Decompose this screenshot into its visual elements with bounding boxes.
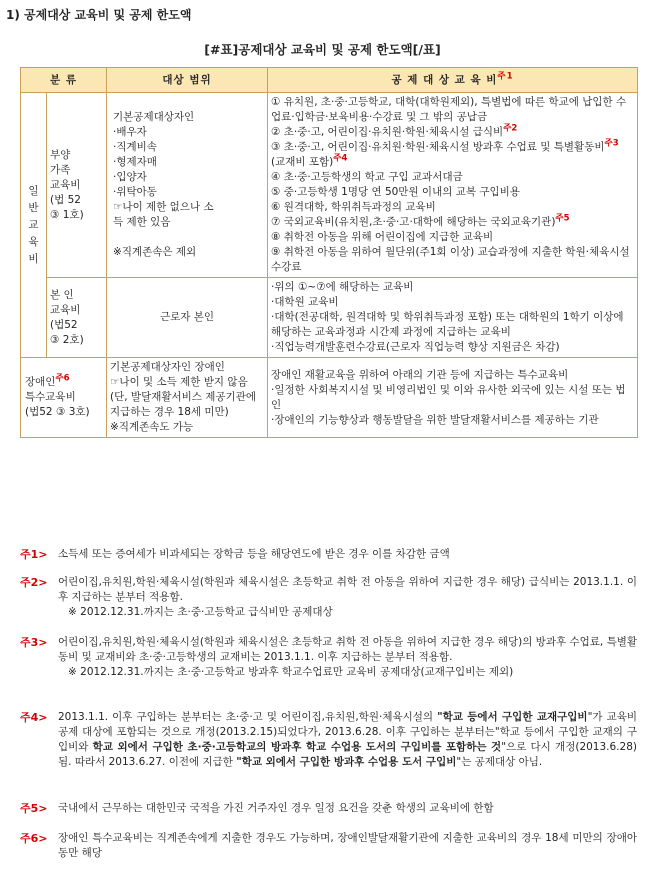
- footnote-body: [58, 575, 637, 620]
- footnote-bold: "학교 등에서 구입한 교재구입비: [437, 711, 588, 723]
- item-text: ③ 초·중·고, 어린이집·유치원·학원·체육시설 방과후 수업료 및 특별활동비: [271, 141, 605, 153]
- group-char: 육: [28, 235, 39, 248]
- footnote-extra: ※ 2012.12.31.까지는 초·중·고등학교 급식비만 공제대상: [68, 606, 333, 618]
- label-line: (법52: [50, 318, 78, 331]
- disabled-label: 장애인$^{주6}$ 특수교육비 (법52 ③ 3호): [21, 358, 107, 438]
- dependent-label: [47, 93, 107, 278]
- footnote: [20, 547, 637, 562]
- footnote-text: "으로 다시 개정(2013.6.28)됨. 따라서 2013.6.27. 이전에 지급한: [58, 741, 637, 768]
- general-education-group: [21, 93, 47, 358]
- self-label: [47, 278, 107, 358]
- footnote-text: 국내에서 근무하는 대한민국 국적을 가진 거주자인 경우 일정 요건을 갖춘 학생의 교육비에 한함: [58, 802, 494, 814]
- table-title: [#표]공제대상 교육비 및 공제 한도액[/표]: [204, 42, 441, 57]
- footnote-bold: "학교 외에서 구입한 방과후 수업용 도서 구입비: [236, 756, 457, 768]
- footnote-body: [58, 831, 637, 861]
- table-row-self: [21, 278, 638, 358]
- label-line: ③ 1호): [50, 208, 84, 221]
- label-line: 교육비: [50, 303, 81, 316]
- footnote-body: [58, 710, 637, 770]
- footnote-extra: ※ 2012.12.31.까지는 초·중·고등학교 방과후 학교수업료만 교육비 공제대상(교재구입비는 제외): [68, 666, 514, 678]
- deduction-table: [20, 67, 638, 438]
- deduction-item: [271, 200, 634, 215]
- group-char: 일: [28, 184, 39, 197]
- footnote-body: [58, 801, 637, 816]
- scope-line: 기본공제대상자인 장애인: [110, 361, 225, 373]
- footnote-label: 주6>: [20, 832, 48, 845]
- footnote-body: [58, 547, 637, 562]
- table-row-disabled: [21, 358, 638, 438]
- deduction-item: [271, 125, 634, 140]
- footnote-label: 주1>: [20, 548, 48, 561]
- scope-line: ☞나이 제한 없으나 소: [113, 201, 214, 213]
- footnote-ref: 주6: [55, 373, 70, 384]
- self-item: ·위의 ①~⑦에 해당하는 교육비: [271, 281, 414, 293]
- footnote-label: 주4>: [20, 711, 48, 724]
- footnote-ref: 주4: [333, 153, 348, 164]
- self-item: ·직업능력개발훈련수강료(근로자 직업능력 향상 지원금은 차감): [271, 341, 560, 353]
- footnote-text: "가 교육비 공제 대상에 포함되는 것으로 개정(2013.2.15)되었다가, 2013.6.28. 이후 구입하는 분부터는"학교 등에서 구입한 교재의 구입비와: [58, 711, 638, 753]
- item-text: ⑨ 취학전 아동을 위하여 월단위(주1회 이상) 교습과정에 지출한 학원·체육시설 수강료: [271, 246, 630, 273]
- label-line: 본 인: [50, 288, 74, 301]
- scope-line: ☞나이 및 소득 제한 받지 않음: [110, 376, 248, 388]
- scope-line: ※직계존속도 가능: [110, 421, 194, 433]
- deduction-item: [271, 215, 634, 230]
- footnote-ref: 주2: [503, 123, 518, 134]
- self-item: ·대학원 교육비: [271, 296, 339, 308]
- dependent-scope: [107, 93, 268, 278]
- self-items: [268, 278, 638, 358]
- item-text: ④ 초·중·고등학생의 학교 구입 교과서대금: [271, 171, 463, 183]
- disabled-item: ·장애인의 기능향상과 행동발달을 위한 발달재활서비스를 제공하는 기관: [271, 413, 599, 426]
- item-text: ② 초·중·고, 어린이집·유치원·학원·체육시설 급식비: [271, 126, 504, 138]
- deduction-item: [271, 230, 634, 245]
- section-title: 1) 공제대상 교육비 및 공제 한도액: [6, 8, 192, 22]
- footnote-body: [58, 635, 637, 680]
- footnote-text: 어린이집,유치원,학원·체육시설(학원과 체육시설은 초등학교 취학 전 아동을 위하여 지급한 경우 해당)의 방과후 수업료, 특별활동비 및 교재비와 초·중·고등학생의 교재비는 2013.1.1. 이후 지급하는 분부터 적용함.: [58, 636, 637, 663]
- scope-line: 득 제한 있음: [113, 216, 171, 228]
- footnote-label: 주2>: [20, 576, 48, 589]
- label-line: 부양: [50, 148, 71, 161]
- footnote-ref: 주5: [555, 213, 570, 224]
- footnote-text: 어린이집,유치원,학원·체육시설(학원과 체육시설은 초등학교 취학 전 아동을 위하여 지급한 경우 해당) 급식비는 2013.1.1. 이후 지급하는 분부터 적용함.: [58, 576, 637, 603]
- disabled-intro: 장애인 재활교육을 위하여 아래의 기관 등에 지급하는 특수교육비: [271, 368, 569, 381]
- scope-line: ·직계비속: [113, 141, 157, 153]
- footnote-text: 2013.1.1. 이후 구입하는 분부터는 초·중·고 및 어린이집,유치원,학원·체육시설의: [58, 711, 438, 723]
- scope-line: ·배우자: [113, 126, 147, 138]
- footnote: [20, 831, 637, 861]
- disabled-items: [268, 358, 638, 438]
- label-line: 가족: [50, 163, 71, 176]
- header-scope: 대상 범위: [107, 68, 268, 93]
- deduction-item: [271, 140, 634, 170]
- footnote-bold: 학교 외에서 구입한 초·중·고등학교의 방과후 학교 수업용 도서의 구입비를 포함하는 것: [92, 741, 502, 753]
- footnote: [20, 575, 637, 620]
- group-char: 반: [28, 201, 39, 214]
- label-line: (법 52: [50, 193, 81, 206]
- scope-line: 기본공제대상자인: [113, 111, 195, 123]
- deduction-item: [271, 170, 634, 185]
- header-category: 분 류: [21, 68, 107, 93]
- footnote-text: 소득세 또는 증여세가 비과세되는 장학금 등을 해당연도에 받은 경우 이를 차감한 금액: [58, 548, 450, 560]
- footnote: [20, 635, 637, 680]
- footnote-label: 주5>: [20, 802, 48, 815]
- footnote-ref: 주3: [604, 138, 619, 149]
- deduction-item: [271, 245, 634, 275]
- item-text: ① 유치원, 초·중·고등학교, 대학(대학원제외), 특별법에 따른 학교에 납입한 수업료·입학금·보육비용·수강료 및 그 밖의 공납금: [271, 96, 627, 123]
- dependent-items: [268, 93, 638, 278]
- item-text: ⑤ 중·고등학생 1명당 연 50만원 이내의 교복 구입비용: [271, 186, 520, 198]
- table-row-dependent: [21, 93, 638, 278]
- footnote-text: 장애인 특수교육비는 직계존속에게 지출한 경우도 가능하며, 장애인발달재활기관에 지출한 교육비의 경우 18세 미만의 장애아동만 해당: [58, 832, 637, 859]
- group-char: 비: [28, 252, 39, 265]
- footnote-label: 주3>: [20, 636, 48, 649]
- disabled-scope: [107, 358, 268, 438]
- footnote: [20, 801, 637, 816]
- scope-line: ·입양자: [113, 171, 147, 183]
- scope-line: [113, 230, 264, 245]
- self-item: ·대학(전공대학, 원격대학 및 학위취득과정 포함) 또는 대학원의 1학기 이상에 해당하는 교육과정과 시간제 과정에 지급하는 교육비: [271, 311, 624, 338]
- scope-line: ·위탁아동: [113, 186, 157, 198]
- table-header-row: [21, 68, 638, 93]
- footnote-text: "는 공제대상 아님.: [456, 756, 543, 768]
- self-scope: 근로자 본인: [107, 278, 268, 358]
- header-deductible: 공 제 대 상 교 육 비$^{주1}$: [268, 68, 638, 93]
- scope-line: ·형제자매: [113, 156, 157, 168]
- item-text: ⑥ 원격대학, 학위취득과정의 교육비: [271, 201, 436, 213]
- deduction-item: [271, 185, 634, 200]
- footnote-ref: 주1: [497, 71, 514, 81]
- group-char: 교: [28, 218, 39, 231]
- scope-line: (단, 발달재활서비스 제공기관에 지급하는 경우 18세 미만): [110, 391, 256, 418]
- item-text: ⑦ 국외교육비(유치원,초·중·고·대학에 해당하는 국외교육기관): [271, 216, 556, 228]
- deduction-item: [271, 95, 634, 125]
- item-tail: (교재비 포함): [271, 156, 334, 168]
- disabled-item: ·일정한 사회복지시설 및 비영리법인 및 이와 유사한 외국에 있는 시설 또는 법인: [271, 383, 626, 411]
- footnote: [20, 710, 637, 770]
- label-line: ③ 2호): [50, 333, 84, 346]
- item-text: ⑧ 취학전 아동을 위해 어린이집에 지급한 교육비: [271, 231, 494, 243]
- label-line: 교육비: [50, 178, 81, 191]
- scope-line: ※직계존속은 제외: [113, 246, 197, 258]
